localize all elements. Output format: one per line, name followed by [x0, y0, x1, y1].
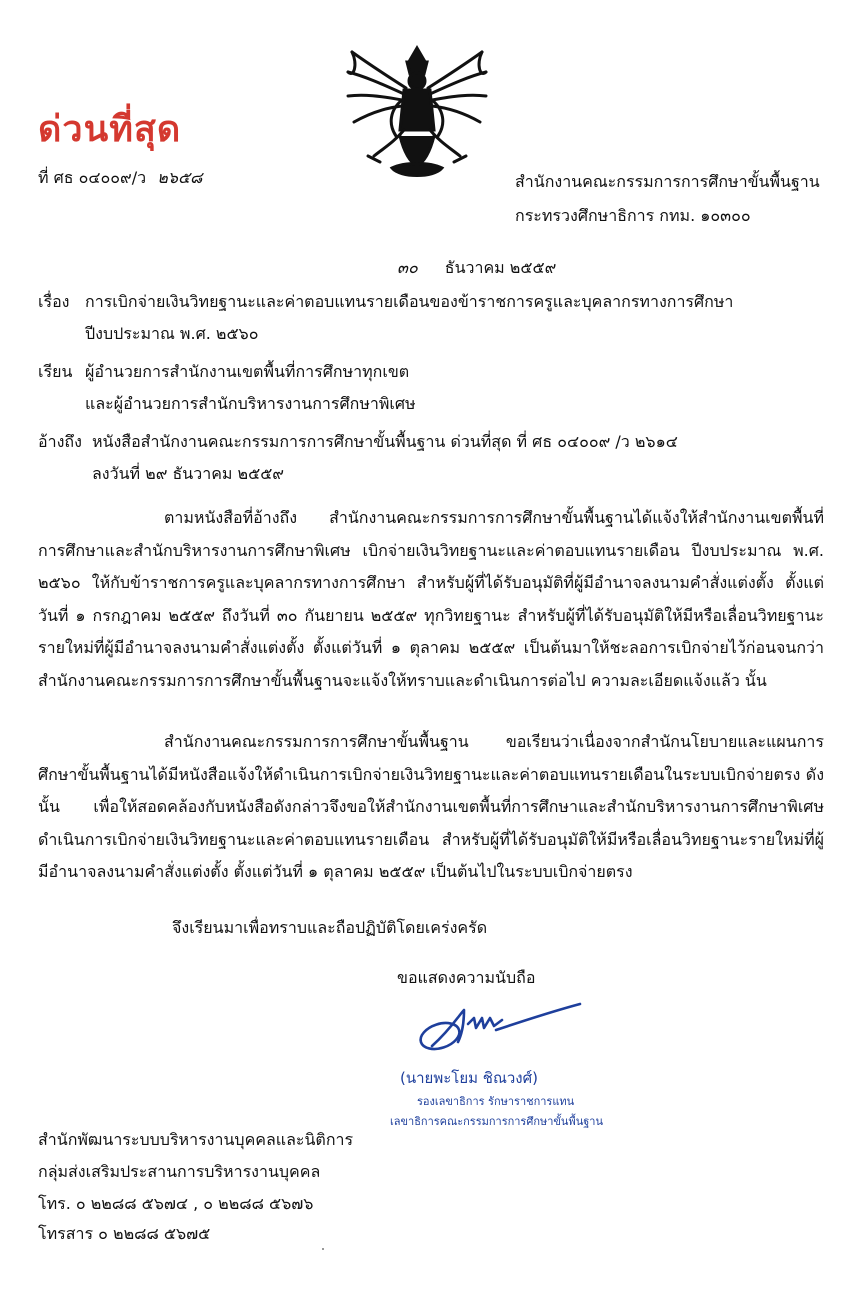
document-number — [38, 168, 202, 188]
urgency-stamp: ด่วนที่สุด — [38, 108, 182, 150]
document-number-handwritten: ๒๖๕๘ — [157, 168, 203, 187]
body-paragraph-1 — [38, 502, 824, 697]
reference-line-1: หนังสือสำนักงานคณะกรรมการการศึกษาขั้นพื้นฐาน ด่วนที่สุด ที่ ศธ ๐๔๐๐๙ /ว ๒๖๑๔ — [92, 432, 678, 451]
closing-request: จึงเรียนมาเพื่อทราบและถือปฏิบัติโดยเคร่งครัด — [172, 918, 488, 937]
issuing-office: สำนักงานคณะกรรมการการศึกษาขั้นพื้นฐาน — [515, 172, 820, 191]
body-paragraph-1-text: ตามหนังสือที่อ้างถึง สำนักงานคณะกรรมการการศึกษาขั้นพื้นฐานได้แจ้งให้สำนักงานเขตพื้นที่การศึกษาและสำนักบริหารงานการศึกษาพิเศษ เบิกจ่ายเงินวิทยฐานะและค่าตอบแทนรายเดือน ปีงบประมาณ พ.ศ. ๒๕๖๐ ให้กับข้าราชการครูและบุคลากรทางการศึกษา สำหรับผู้ที่ได้รับอนุมัติที่ผู้มีอำนาจลงนามคำสั่งแต่งตั้ง ตั้งแต่วันที่ ๑ กรกฎาคม ๒๕๕๙ ถึงวันที่ ๓๐ กันยายน ๒๕๕๙ ทุกวิทยฐานะ สำหรับผู้ที่ได้รับอนุมัติให้มีหรือเลื่อนวิทยฐานะรายใหม่ที่ผู้มีอำนาจลงนามคำสั่งแต่งตั้ง ตั้งแต่วันที่ ๑ ตุลาคม ๒๕๕๙ เป็นต้นมาให้ชะลอการเบิกจ่ายไว้ก่อนจนกว่าสำนักงานคณะกรรมการการศึกษาขั้นพื้นฐานจะแจ้งให้ทราบและดำเนินการต่อไป ความละเอียดแจ้งแล้ว นั้น — [38, 508, 825, 690]
body-paragraph-2 — [38, 726, 824, 889]
reference-label: อ้างถึง — [38, 432, 82, 451]
scan-speck — [322, 1248, 324, 1250]
handwritten-signature — [410, 1000, 590, 1060]
footer-phone: โทร. ๐ ๒๒๘๘ ๕๖๗๔ , ๐ ๒๒๘๘ ๕๖๗๖ — [38, 1194, 314, 1213]
subject-line-2: ปีงบประมาณ พ.ศ. ๒๕๖๐ — [85, 324, 259, 343]
body-paragraph-2-text: สำนักงานคณะกรรมการการศึกษาขั้นพื้นฐาน ขอเรียนว่าเนื่องจากสำนักนโยบายและแผนการศึกษาขั้นพื้นฐานได้มีหนังสือแจ้งให้ดำเนินการเบิกจ่ายเงินวิทยฐานะและค่าตอบแทนรายเดือนในระบบเบิกจ่ายตรง ดังนั้น เพื่อให้สอดคล้องกับหนังสือดังกล่าวจึงขอให้สำนักงานเขตพื้นที่การศึกษาและสำนักบริหารงานการศึกษาพิเศษดำเนินการเบิกจ่ายเงินวิทยฐานะและค่าตอบแทนรายเดือน สำหรับผู้ที่ได้รับอนุมัติให้มีหรือเลื่อนวิทยฐานะรายใหม่ที่ผู้มีอำนาจลงนามคำสั่งแต่งตั้ง ตั้งแต่วันที่ ๑ ตุลาคม ๒๕๕๙ เป็นต้นไปในระบบเบิกจ่ายตรง — [38, 732, 824, 881]
signatory-position-line-2: เลขาธิการคณะกรรมการการศึกษาขั้นพื้นฐาน — [390, 1115, 603, 1128]
document-number-label: ที่ ศธ ๐๔๐๐๙/ว — [38, 168, 147, 187]
date-month-year: ธันวาคม ๒๕๕๙ — [444, 258, 557, 277]
footer-fax: โทรสาร ๐ ๒๒๘๘ ๕๖๗๕ — [38, 1224, 211, 1243]
subject-line-1: การเบิกจ่ายเงินวิทยฐานะและค่าตอบแทนรายเดือนของข้าราชการครูและบุคลากรทางการศึกษา — [85, 292, 734, 311]
recipient-line-2: และผู้อำนวยการสำนักบริหารงานการศึกษาพิเศษ — [85, 394, 416, 413]
footer-group: กลุ่มส่งเสริมประสานการบริหารงานบุคคล — [38, 1162, 321, 1181]
office-address: กระทรวงศึกษาธิการ กทม. ๑๐๓๐๐ — [515, 206, 751, 225]
recipient-label: เรียน — [38, 362, 73, 381]
letter-date — [397, 258, 556, 278]
date-day: ๓๐ — [397, 258, 418, 277]
reference-line-2: ลงวันที่ ๒๙ ธันวาคม ๒๕๕๙ — [92, 464, 285, 483]
garuda-emblem-icon — [344, 44, 490, 186]
footer-department: สำนักพัฒนาระบบบริหารงานบุคคลและนิติการ — [38, 1130, 354, 1149]
subject-label: เรื่อง — [38, 292, 70, 311]
recipient-line-1: ผู้อำนวยการสำนักงานเขตพื้นที่การศึกษาทุกเขต — [85, 362, 410, 381]
closing-salutation: ขอแสดงความนับถือ — [397, 968, 536, 987]
signatory-name: (นายพะโยม ชิณวงศ์) — [400, 1069, 538, 1087]
signatory-position-line-1: รองเลขาธิการ รักษาราชการแทน — [417, 1095, 575, 1108]
